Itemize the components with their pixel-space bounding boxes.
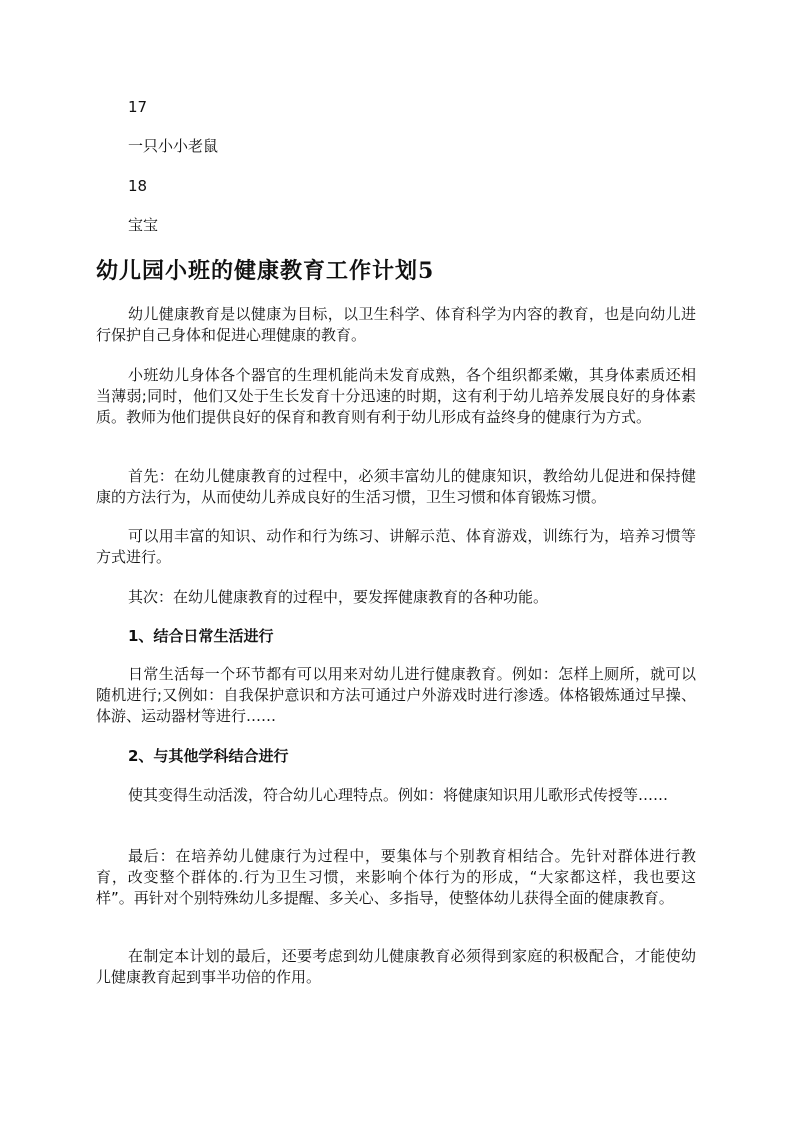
paragraph-finally: 最后：在培养幼儿健康行为过程中，要集体与个别教育相结合。先针对群体进行教育，改变整个群体的.行为卫生习惯，来影响个体行为的形成，“大家都这样，我也要这样”。再针对个别特殊幼儿多提醒、多关心、多指导，使整体幼儿获得全面的健康教育。: [96, 847, 696, 907]
list-item-number: 18: [128, 177, 148, 195]
paragraph-first: 首先：在幼儿健康教育的过程中，必须丰富幼儿的健康知识，教给幼儿促进和保持健康的方法行为，从而使幼儿养成良好的生活习惯，卫生习惯和体育锻炼习惯。: [96, 467, 696, 506]
list-item-title: 一只小小老鼠: [128, 137, 219, 155]
document-title: 幼儿园小班的健康教育工作计划5: [96, 258, 435, 284]
list-item-title: 宝宝: [128, 216, 159, 234]
paragraph-daily-life: 日常生活每一个环节都有可以用来对幼儿进行健康教育。例如：怎样上厕所，就可以随机进行;又例如：自我保护意识和方法可通过户外游戏时进行渗透。体格锻炼通过早操、体游、运动器材等进行……: [96, 665, 696, 725]
paragraph-conclusion: 在制定本计划的最后，还要考虑到幼儿健康教育必须得到家庭的积极配合，才能使幼儿健康教育起到事半功倍的作用。: [96, 947, 696, 986]
paragraph-other-subjects: 使其变得生动活泼，符合幼儿心理特点。例如：将健康知识用儿歌形式传授等……: [128, 786, 669, 804]
paragraph-intro: 幼儿健康教育是以健康为目标，以卫生科学、体育科学为内容的教育，也是向幼儿进行保护自己身体和促进心理健康的教育。: [96, 305, 696, 344]
list-item-number: 17: [128, 98, 148, 116]
section-heading-other-subjects: 2、与其他学科结合进行: [128, 747, 289, 765]
paragraph-methods: 可以用丰富的知识、动作和行为练习、讲解示范、体育游戏，训练行为，培养习惯等方式进行。: [96, 527, 696, 566]
paragraph-second: 其次：在幼儿健康教育的过程中，要发挥健康教育的各种功能。: [128, 588, 549, 606]
section-heading-daily-life: 1、结合日常生活进行: [128, 627, 274, 645]
paragraph-physical-traits: 小班幼儿身体各个器官的生理机能尚未发育成熟，各个组织都柔嫩，其身体素质还相当薄弱;同时，他们又处于生长发育十分迅速的时期，这有利于幼儿培养发展良好的身体素质。教师为他们提供良好的保育和教育则有利于幼儿形成有益终身的健康行为方式。: [96, 366, 696, 426]
